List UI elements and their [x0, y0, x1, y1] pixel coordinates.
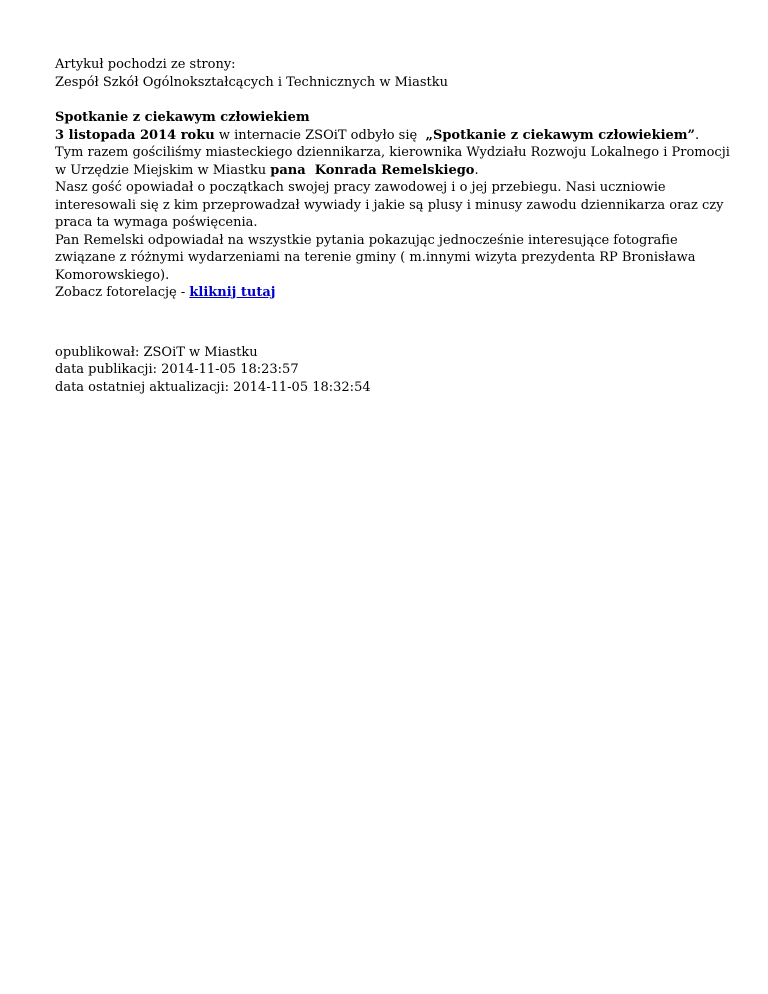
photo-report-label: Zobacz fotorelację - — [55, 285, 190, 300]
event-name: „Spotkanie z ciekawym człowiekiem” — [425, 127, 696, 143]
paragraph-1 — [55, 127, 735, 145]
paragraph-5 — [55, 284, 735, 302]
paragraph-2 — [55, 144, 735, 179]
published-by: opublikował: ZSOiT w Miastku — [55, 344, 258, 360]
spacer — [55, 302, 735, 344]
update-date: data ostatniej aktualizacji: 2014-11-05 18:32:54 — [55, 379, 371, 395]
paragraph-1-text: w internacie ZSOiT odbyło się — [214, 127, 426, 143]
paragraph-2-end: . — [474, 162, 479, 178]
publication-meta — [55, 344, 735, 397]
paragraph-2-text: Tym razem gościliśmy miasteckiego dziennikarza, kierownika Wydziału Rozwoju Lokalnego i Promocji w Urzędzie Miejskim w Miastku — [55, 145, 730, 178]
guest-name: pana Konrada Remelskiego — [270, 162, 475, 178]
source-label: Artykuł pochodzi ze strony: — [55, 57, 236, 72]
publication-date: data publikacji: 2014-11-05 18:23:57 — [55, 362, 299, 377]
source-info — [55, 56, 735, 91]
photo-report-link[interactable]: kliknij tutaj — [189, 285, 276, 300]
article-title: Spotkanie z ciekawym człowiekiem — [55, 110, 310, 125]
article-page — [55, 56, 735, 396]
event-date: 3 listopada 2014 roku — [55, 127, 215, 143]
paragraph-1-end: . — [695, 127, 700, 143]
paragraph-3: Nasz gość opowiadał o początkach swojej pracy zawodowej i o jej przebiegu. Nasi uczniowie interesowali się z kim przeprowadzał wywiady i jakie są plusy i minusy zawodu dziennikarza oraz czy praca ta wymaga poświęcenia. — [55, 180, 724, 230]
paragraph-4: Pan Remelski odpowiadał na wszystkie pytania pokazując jednocześnie interesujące fotografie związane z różnymi wydarzeniami na terenie gminy ( m.innymi wizyta prezydenta RP Bronisława Komorowskiego). — [55, 232, 696, 283]
source-name: Zespół Szkół Ogólnokształcących i Technicznych w Miastku — [55, 74, 448, 90]
